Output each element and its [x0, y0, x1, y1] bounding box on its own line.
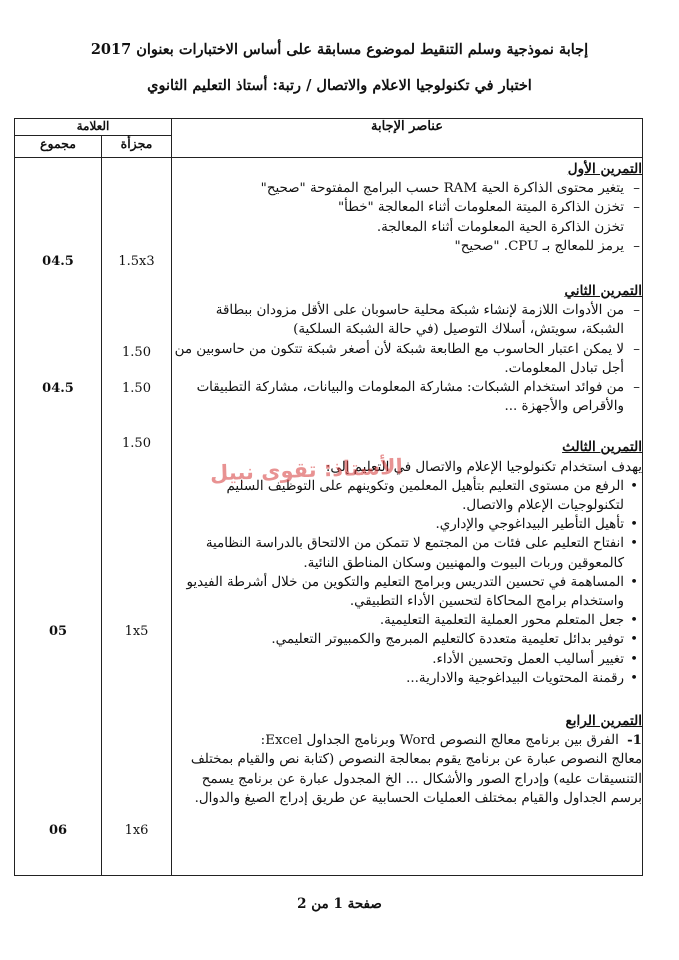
exercise-1 [172, 160, 642, 256]
page-footer: صفحة 1 من 2 [297, 896, 382, 912]
exercise-title: التمرين الثالث [562, 439, 642, 456]
total-value: 04.5 [42, 254, 74, 269]
mark-value: 1x6 [124, 823, 149, 838]
list-item: – من فوائد استخدام الشبكات: مشاركة المعلومات والبيانات، مشاركة التطبيقات والأقراص والأجهزة ... [172, 378, 624, 416]
list-item: – تخزن الذاكرة الميتة المعلومات أثناء المعالجة "خطأ" [172, 198, 624, 217]
marks-column-header: العلامة [15, 119, 172, 136]
list-item: • تأهيل التأطير البيداغوجي والإداري. [172, 515, 624, 534]
total-column-header: مجموع [15, 136, 102, 158]
list-item: • جعل المتعلم محور العملية التعلمية التعليمية. [172, 611, 624, 630]
document-title: إجابة نموذجية وسلم التنقيط لموضوع مسابقة على أساس الاختبارات بعنوان 2017 [90, 41, 589, 58]
mark-value: 1.5x3 [118, 254, 155, 269]
list-item: – لا يمكن اعتبار الحاسوب مع الطابعة شبكة لأن أصغر شبكة تتكون من حاسوبين من أجل تبادل المعلومات. [172, 340, 624, 378]
answer-paragraph: معالج النصوص عبارة عن برنامج يقوم بمعالجة النصوص (كتابة نص والقيام بمختلف التنسيقات عليه) وإدراج الصور والأشكال ... الخ المجدول عبارة عن برنامج يسمح برسم الجداول والقيام بمختلف العمليات الحسابية عن طريق إدراج الصيغ والدوال. [190, 752, 642, 806]
mark-value: 1.50 [122, 436, 151, 451]
list-item: • انفتاح التعليم على فئات من المجتمع لا تتمكن من الالتحاق بالدراسة النظامية كالمعوقين وربات البيوت والمهنيين وسكان المناطق النائية. [172, 534, 624, 572]
question-text: الفرق بين برنامج معالج النصوص Word وبرنامج الجداول Excel: [260, 733, 619, 749]
exercise-intro: يهدف استخدام تكنولوجيا الإعلام والاتصال في التعليم إلى: [325, 459, 642, 475]
answers-cell [172, 158, 643, 876]
list-item: • الرفع من مستوى التعليم بتأهيل المعلمين وتكوينهم على التوظيف السليم لتكنولوجيات الإعلام والاتصال. [172, 477, 624, 515]
exercise-4 [172, 712, 642, 808]
total-marks-cell [15, 158, 102, 876]
total-value: 04.5 [42, 381, 74, 396]
list-item: – من الأدوات اللازمة لإنشاء شبكة محلية حاسوبان على الأقل مزودان ببطاقة الشبكة، سويتش، أسلاك التوصيل (في حالة الشبكة السلكية) [172, 301, 624, 339]
exercise-title: التمرين الثاني [564, 283, 642, 300]
exercise-2 [172, 282, 642, 416]
watermark-text: الأستاذ: تقوى نبيل [209, 454, 404, 486]
question-number: 1- [627, 732, 642, 749]
list-item: – يتغير محتوى الذاكرة الحية RAM حسب البرامج المفتوحة "صحيح" [172, 179, 624, 198]
mark-value: 1.50 [122, 381, 151, 396]
part-marks-cell [102, 158, 172, 876]
exercise-title: التمرين الرابع [565, 713, 642, 730]
total-value: 06 [48, 823, 68, 838]
list-item: – يرمز للمعالج بـ CPU. "صحيح" [172, 237, 624, 256]
list-item: • توفير بدائل تعليمية متعددة كالتعليم المبرمج والكمبيوتر التعليمي. [172, 630, 624, 649]
exercise-3 [172, 438, 642, 688]
answer-table [14, 118, 643, 876]
mark-value: 1x5 [124, 624, 149, 639]
document-header [0, 38, 679, 98]
list-item: • رقمنة المحتويات البيداغوجية والادارية... [172, 669, 624, 688]
part-column-header: مجزأة [102, 136, 172, 158]
document-subtitle: اختبار في تكنولوجيا الاعلام والاتصال / رتبة: أستاذ التعليم الثانوي [147, 77, 532, 94]
list-item: تخزن الذاكرة الحية المعلومات أثناء المعالجة. [376, 219, 624, 235]
exercise-title: التمرين الأول [567, 161, 642, 177]
total-value: 05 [48, 624, 68, 639]
list-item: • تغيير أساليب العمل وتحسين الأداء. [172, 650, 624, 669]
mark-value: 1.50 [122, 345, 151, 360]
question-line [172, 731, 642, 750]
answer-column-header: عناصر الإجابة [172, 119, 643, 158]
list-item: • المساهمة في تحسين التدريس وبرامج التعليم والتكوين من خلال أشرطة الفيديو واستخدام برامج المحاكاة لتحسين الأداء التطبيقي. [172, 573, 624, 611]
